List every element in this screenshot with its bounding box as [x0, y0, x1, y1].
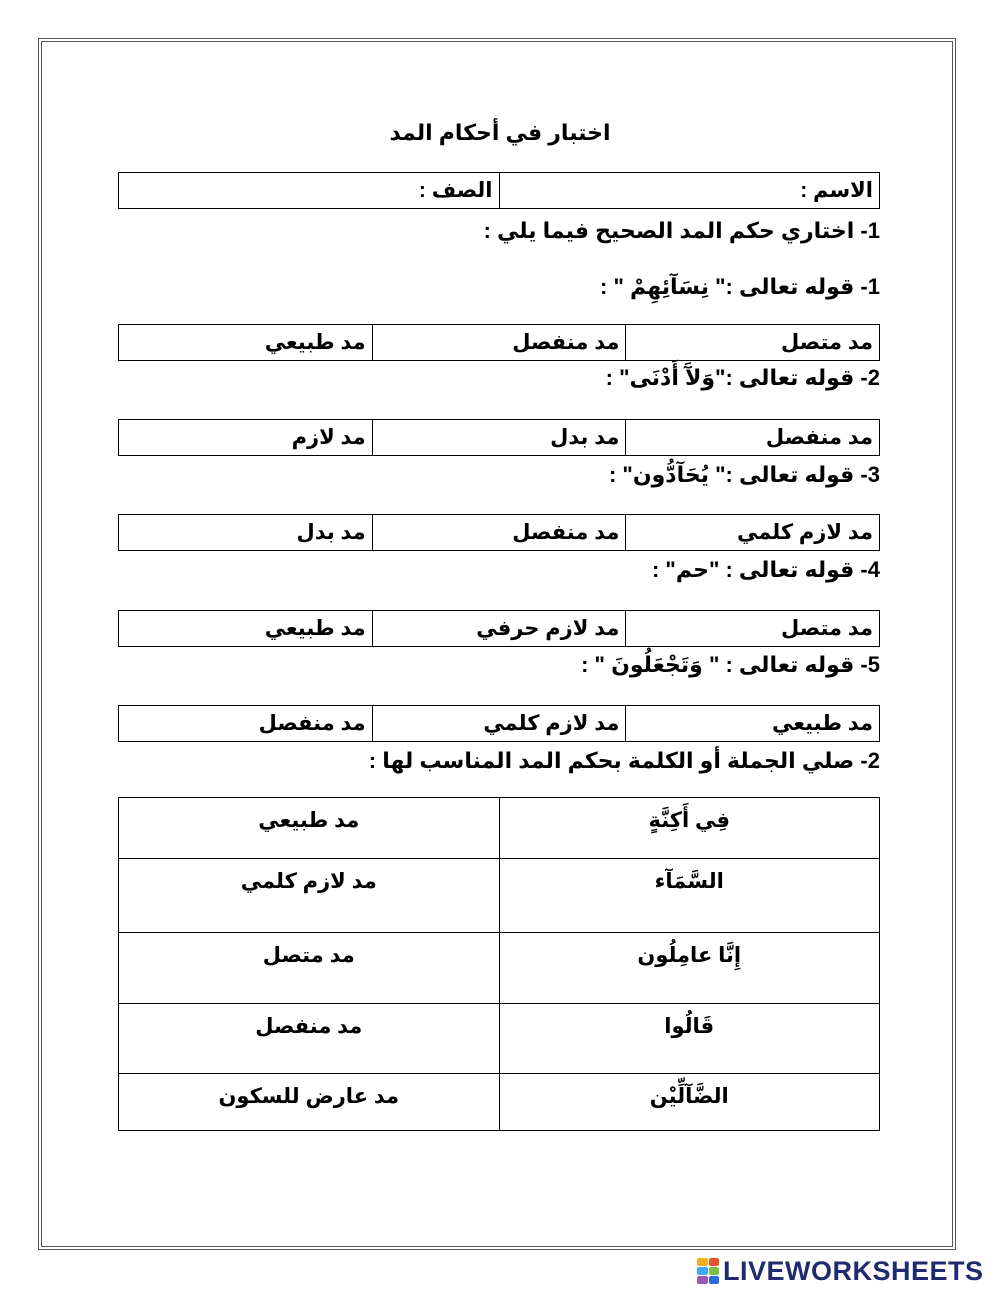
- match-word[interactable]: إِنَّا عامِلُون: [499, 933, 880, 1004]
- match-word[interactable]: السَّمَآء: [499, 859, 880, 933]
- match-rule[interactable]: مد لازم كلمي: [119, 859, 500, 933]
- match-rule[interactable]: مد منفصل: [119, 1004, 500, 1074]
- option-cell[interactable]: مد لازم كلمي: [372, 706, 626, 742]
- question-2-prompt: 2- قوله تعالى :"وَلآَ أَدْنَى" :: [605, 365, 880, 390]
- option-cell[interactable]: مد طبيعي: [626, 706, 880, 742]
- match-word[interactable]: قَالُوا: [499, 1004, 880, 1074]
- name-field[interactable]: الاسم :: [499, 173, 880, 209]
- match-word[interactable]: فِي أَكِنَّةٍ: [499, 798, 880, 859]
- question-4-options: [118, 610, 880, 647]
- question-5-options: [118, 705, 880, 742]
- question-1-prompt: 1- قوله تعالى :" نِسَآئِهِمْ " :: [600, 274, 880, 299]
- logo-text: LIVEWORKSHEETS: [723, 1255, 984, 1286]
- matching-table: [118, 797, 880, 1131]
- logo-blocks-icon: [697, 1258, 719, 1284]
- page-title: اختبار في أحكام المد: [389, 120, 611, 145]
- option-cell[interactable]: مد بدل: [372, 420, 626, 456]
- option-cell[interactable]: مد لازم: [119, 420, 373, 456]
- match-rule[interactable]: مد متصل: [119, 933, 500, 1004]
- match-rule[interactable]: مد عارض للسكون: [119, 1074, 500, 1131]
- option-cell[interactable]: مد منفصل: [372, 515, 626, 551]
- option-cell[interactable]: مد منفصل: [626, 420, 880, 456]
- option-cell[interactable]: مد طبيعي: [119, 611, 373, 647]
- question-1-options: [118, 324, 880, 361]
- option-cell[interactable]: مد متصل: [626, 611, 880, 647]
- option-cell[interactable]: مد منفصل: [372, 325, 626, 361]
- option-cell[interactable]: مد متصل: [626, 325, 880, 361]
- liveworksheets-logo: [697, 1256, 984, 1286]
- section1-instruction: 1- اختاري حكم المد الصحيح فيما يلي :: [483, 218, 880, 243]
- question-4-prompt: 4- قوله تعالى : "حم" :: [651, 557, 880, 582]
- option-cell[interactable]: مد طبيعي: [119, 325, 373, 361]
- option-cell[interactable]: مد لازم كلمي: [626, 515, 880, 551]
- student-info-table: [118, 172, 880, 209]
- question-3-prompt: 3- قوله تعالى :" يُحَآدُّون" :: [608, 462, 880, 487]
- option-cell[interactable]: مد بدل: [119, 515, 373, 551]
- class-field[interactable]: الصف :: [119, 173, 500, 209]
- option-cell[interactable]: مد لازم حرفي: [372, 611, 626, 647]
- question-2-options: [118, 419, 880, 456]
- option-cell[interactable]: مد منفصل: [119, 706, 373, 742]
- match-word[interactable]: الضَّآلِّيْن: [499, 1074, 880, 1131]
- question-5-prompt: 5- قوله تعالى : " وَتَجْعَلُونَ " :: [581, 652, 880, 677]
- question-3-options: [118, 514, 880, 551]
- match-rule[interactable]: مد طبيعي: [119, 798, 500, 859]
- section2-instruction: 2- صلي الجملة أو الكلمة بحكم المد المناسب لها :: [368, 748, 880, 773]
